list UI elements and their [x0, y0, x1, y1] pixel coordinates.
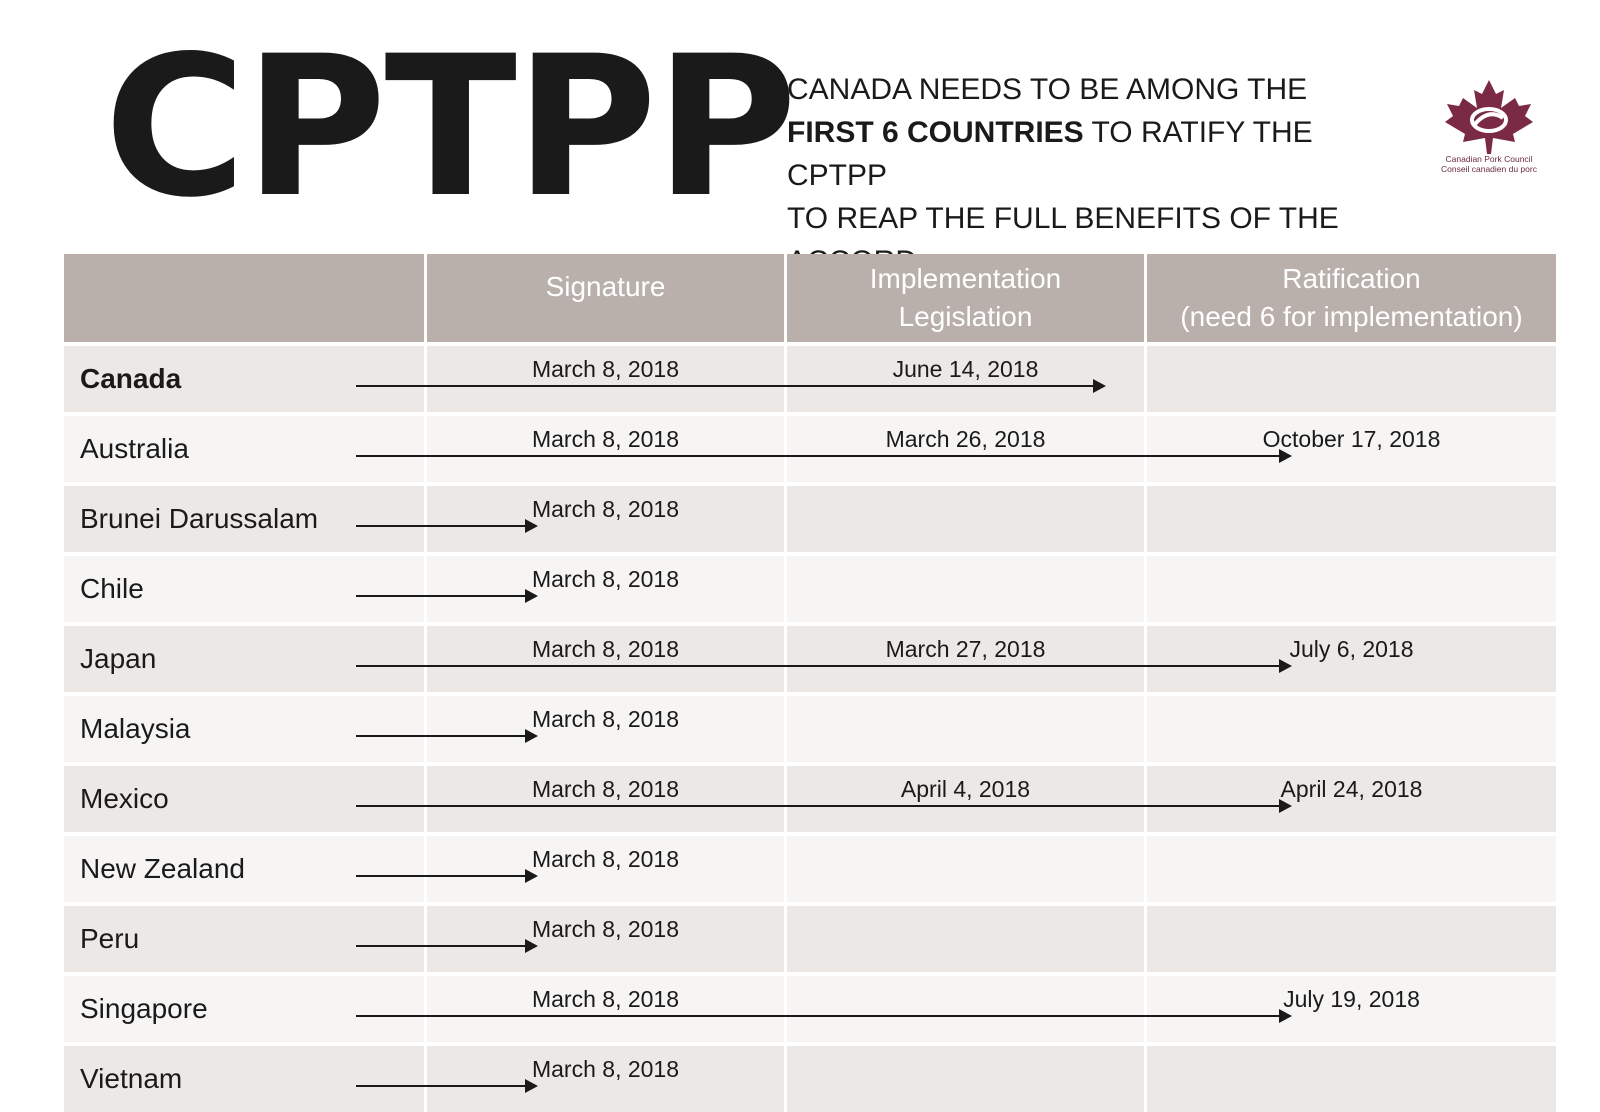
ratification-date-cell	[1144, 556, 1556, 622]
table-row	[64, 556, 1556, 622]
progress-arrow	[356, 805, 1290, 807]
logo-text-en: Canadian Pork Council	[1445, 154, 1533, 164]
page-title: CPTPP	[104, 14, 796, 240]
signature-date-cell: March 8, 2018	[424, 696, 784, 762]
headline-line-3: TO REAP THE FULL BENEFITS OF THE	[787, 202, 1339, 235]
table-row	[64, 696, 1556, 762]
signature-date-cell: March 8, 2018	[424, 556, 784, 622]
implementation-date-cell	[784, 906, 1144, 972]
country-cell: Mexico	[80, 783, 169, 814]
table-body	[64, 342, 1556, 1112]
ratification-date-cell	[1144, 346, 1556, 412]
country-cell: Singapore	[80, 993, 208, 1024]
table-row	[64, 906, 1556, 972]
progress-arrow	[356, 1085, 536, 1087]
signature-date-cell: March 8, 2018	[424, 626, 784, 692]
implementation-date-cell: March 27, 2018	[784, 626, 1144, 692]
table-row	[64, 626, 1556, 692]
country-cell: Australia	[80, 433, 189, 464]
ratification-date-cell: October 17, 2018	[1144, 416, 1556, 482]
signature-date-cell: March 8, 2018	[424, 1046, 784, 1112]
signature-date-cell: March 8, 2018	[424, 836, 784, 902]
implementation-date-cell	[784, 486, 1144, 552]
implementation-date-cell	[784, 556, 1144, 622]
ratification-date-cell	[1144, 906, 1556, 972]
header-implementation-line-1: Implementation	[869, 263, 1062, 294]
table-row	[64, 346, 1556, 412]
progress-arrow	[356, 945, 536, 947]
header-implementation	[784, 254, 1144, 342]
signature-date-cell: March 8, 2018	[424, 906, 784, 972]
headline	[787, 68, 1407, 283]
implementation-date-cell	[784, 836, 1144, 902]
ratification-date-cell	[1144, 486, 1556, 552]
country-cell: New Zealand	[80, 853, 245, 884]
implementation-date-cell	[784, 976, 1144, 1042]
headline-emphasis: FIRST 6 COUNTRIES	[787, 116, 1084, 149]
canadian-pork-council-logo	[1430, 78, 1548, 174]
signature-date-cell: March 8, 2018	[424, 766, 784, 832]
ratification-date-cell: July 19, 2018	[1144, 976, 1556, 1042]
progress-arrow	[356, 1015, 1290, 1017]
implementation-date-cell	[784, 696, 1144, 762]
table-row	[64, 766, 1556, 832]
table-row	[64, 416, 1556, 482]
table-row	[64, 486, 1556, 552]
headline-line-2	[787, 111, 1407, 197]
ratification-date-cell	[1144, 696, 1556, 762]
progress-arrow	[356, 875, 536, 877]
progress-arrow	[356, 665, 1290, 667]
table-row	[64, 836, 1556, 902]
header-signature	[424, 254, 784, 342]
maple-leaf-icon	[1441, 78, 1537, 154]
header-implementation-line-2: Legislation	[898, 301, 1033, 332]
implementation-date-cell: June 14, 2018	[784, 346, 1144, 412]
implementation-date-cell: March 26, 2018	[784, 416, 1144, 482]
signature-date-cell: March 8, 2018	[424, 416, 784, 482]
ratification-date-cell: April 24, 2018	[1144, 766, 1556, 832]
progress-arrow	[356, 385, 1104, 387]
country-cell: Brunei Darussalam	[80, 503, 319, 534]
table-row	[64, 976, 1556, 1042]
ratification-date-cell	[1144, 1046, 1556, 1112]
country-cell: Canada	[80, 363, 182, 394]
logo-text-fr: Conseil canadien du porc	[1441, 164, 1537, 174]
signature-date-cell: March 8, 2018	[424, 486, 784, 552]
progress-arrow	[356, 595, 536, 597]
country-cell: Chile	[80, 573, 144, 604]
progress-arrow	[356, 525, 536, 527]
header-signature-label: Signature	[545, 271, 666, 302]
table-row	[64, 1046, 1556, 1112]
header-ratification-line-1: Ratification	[1282, 263, 1421, 294]
headline-line-2-rest: TO RATIFY THE CPTPP	[787, 116, 1313, 192]
country-cell: Japan	[80, 643, 157, 674]
implementation-date-cell: April 4, 2018	[784, 766, 1144, 832]
country-cell: Peru	[80, 923, 140, 954]
header-country	[64, 254, 424, 342]
signature-date-cell: March 8, 2018	[424, 976, 784, 1042]
header-ratification	[1144, 254, 1556, 342]
implementation-date-cell	[784, 1046, 1144, 1112]
cptpp-status-table	[64, 254, 1556, 1112]
header-ratification-line-2: (need 6 for implementation)	[1180, 301, 1523, 332]
signature-date-cell: March 8, 2018	[424, 346, 784, 412]
progress-arrow	[356, 735, 536, 737]
ratification-date-cell	[1144, 836, 1556, 902]
progress-arrow	[356, 455, 1290, 457]
headline-line-1: CANADA NEEDS TO BE AMONG THE	[787, 73, 1308, 106]
table-header	[64, 254, 1556, 342]
ratification-date-cell: July 6, 2018	[1144, 626, 1556, 692]
country-cell: Malaysia	[80, 713, 191, 744]
country-cell: Vietnam	[80, 1063, 183, 1094]
